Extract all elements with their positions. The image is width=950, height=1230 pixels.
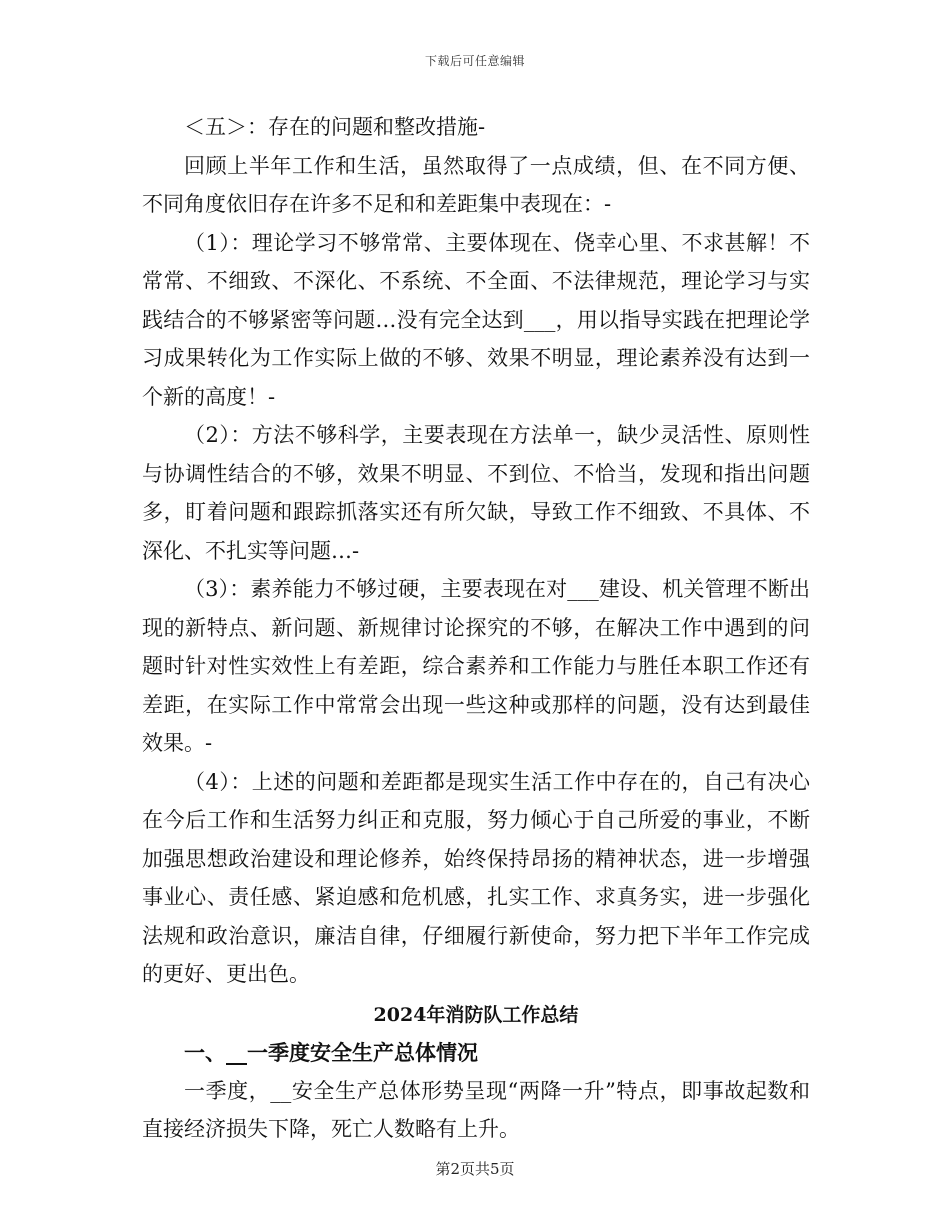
section-paragraph: 一季度，__安全生产总体形势呈现“两降一升”特点，即事故起数和直接经济损失下降，死亡人数略有上升。	[142, 1078, 810, 1141]
paragraph-item-4: （4）：上述的问题和差距都是现实生活工作中存在的，自己有决心在今后工作和生活努力纠正和克服，努力倾心于自己所爱的事业，不断加强思想政治建设和理论修养，始终保持昂扬的精神状态，进一步增强事业心、责任感、紧迫感和危机感，扎实工作、求真务实，进一步强化法规和政治意识，廉洁自律，仔细履行新使命，努力把下半年工作完成的更好、更出色。	[142, 769, 810, 986]
document-body	[142, 108, 810, 1149]
paragraph-item-1: （1）：理论学习不够常常、主要体现在、侥幸心里、不求甚解！不常常、不细致、不深化、不系统、不全面、不法律规范，理论学习与实践结合的不够紧密等问题…没有完全达到___，用以指导实践在把理论学习成果转化为工作实际上做的不够、效果不明显，理论素养没有达到一个新的高度！-	[142, 230, 810, 409]
page-footer: 第2页共5页	[435, 1160, 515, 1178]
paragraph-item-2: （2）：方法不够科学，主要表现在方法单一，缺少灵活性、原则性与协调性结合的不够，效果不明显、不到位、不恰当，发现和指出问题多，盯着问题和跟踪抓落实还有所欠缺，导致工作不细致、不具体、不深化、不扎实等问题…-	[142, 423, 810, 563]
section-heading: 一、__一季度安全生产总体情况	[184, 1040, 478, 1065]
section-five-heading: ＜五＞：存在的问题和整改措施-	[184, 115, 486, 139]
paragraph-review: 回顾上半年工作和生活，虽然取得了一点成绩，但、在不同方便、不同角度依旧存在许多不足和和差距集中表现在：-	[142, 153, 810, 216]
document-title: 2024年消防队工作总结	[373, 1003, 579, 1026]
page-header: 下载后可任意编辑	[424, 54, 525, 68]
paragraph-item-3: （3）：素养能力不够过硬，主要表现在对___建设、机关管理不断出现的新特点、新问题、新规律讨论探究的不够，在解决工作中遇到的问题时针对性实效性上有差距，综合素养和工作能力与胜任本职工作还有差距，在实际工作中常常会出现一些这种或那样的问题，没有达到最佳效果。-	[142, 577, 810, 755]
